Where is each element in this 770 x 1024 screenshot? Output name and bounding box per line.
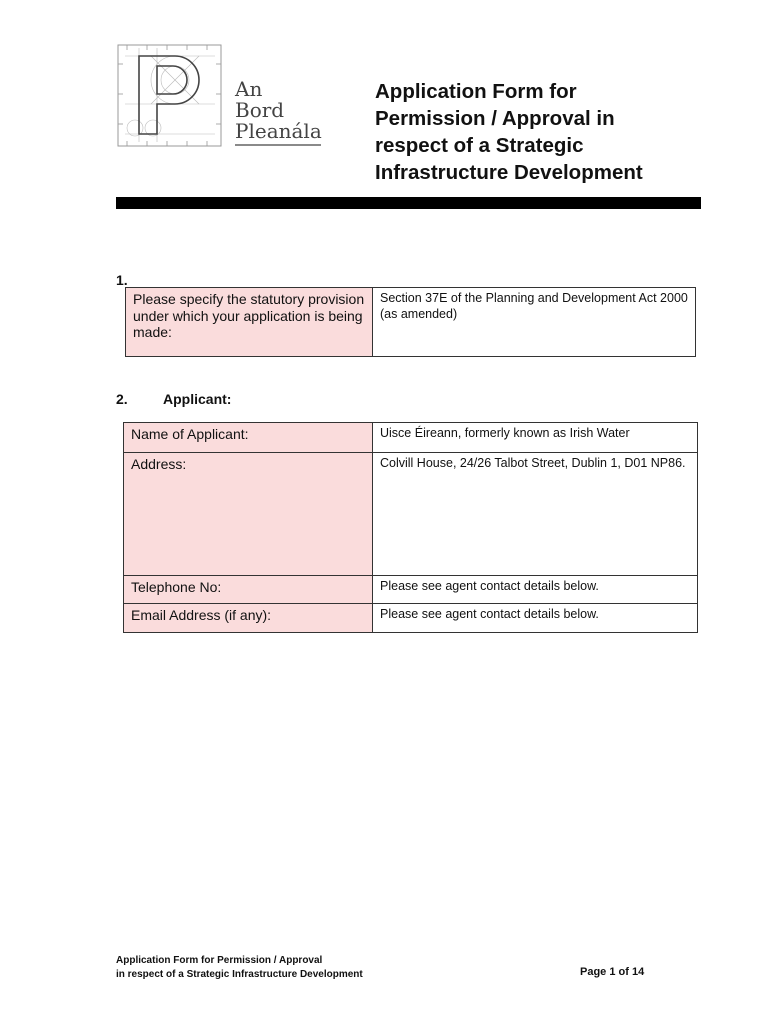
telephone-label: Telephone No: xyxy=(131,579,222,595)
telephone-value: Please see agent contact details below. xyxy=(380,579,599,593)
telephone-label-cell xyxy=(124,576,373,604)
address-label: Address: xyxy=(131,456,187,472)
statutory-provision-value: Section 37E of the Planning and Development Act 2000 (as amended) xyxy=(380,291,688,321)
applicant-table xyxy=(123,422,698,633)
svg-text:Pleanála: Pleanála xyxy=(235,119,322,143)
header-divider xyxy=(116,197,701,209)
address-value-cell[interactable] xyxy=(373,453,698,576)
email-label-cell xyxy=(124,604,373,633)
applicant-name-label-cell xyxy=(124,423,373,453)
section-2-title: Applicant: xyxy=(163,391,232,407)
table-row xyxy=(124,453,698,576)
email-label: Email Address (if any): xyxy=(131,607,272,623)
table-row xyxy=(124,576,698,604)
an-bord-pleanala-logo xyxy=(117,44,327,150)
section-1-number: 1. xyxy=(116,272,128,288)
table-row xyxy=(124,604,698,633)
address-value: Colvill House, 24/26 Talbot Street, Dublin 1, D01 NP86. xyxy=(380,456,686,470)
title-line-2: Permission / Approval in xyxy=(375,107,615,130)
logo-mark-icon xyxy=(117,44,327,150)
statutory-provision-label: Please specify the statutory provision under which your application is being made: xyxy=(133,291,365,340)
email-value-cell[interactable] xyxy=(373,604,698,633)
applicant-name-value: Uisce Éireann, formerly known as Irish Water xyxy=(380,426,630,440)
title-line-4: Infrastructure Development xyxy=(375,161,643,184)
section-2-number: 2. xyxy=(116,391,128,407)
statutory-provision-table xyxy=(125,287,696,357)
page-number: Page 1 of 14 xyxy=(580,966,645,978)
svg-text:Bord: Bord xyxy=(235,98,285,122)
table-row xyxy=(124,423,698,453)
footer-line-2: in respect of a Strategic Infrastructure Development xyxy=(116,968,363,980)
document-title xyxy=(375,78,705,186)
svg-text:An: An xyxy=(235,77,263,101)
address-label-cell xyxy=(124,453,373,576)
telephone-value-cell[interactable] xyxy=(373,576,698,604)
statutory-provision-value-cell[interactable] xyxy=(373,288,696,357)
statutory-provision-label-cell xyxy=(126,288,373,357)
applicant-name-value-cell[interactable] xyxy=(373,423,698,453)
email-value: Please see agent contact details below. xyxy=(380,607,599,621)
title-line-3: respect of a Strategic xyxy=(375,134,584,157)
footer-line-1: Application Form for Permission / Approval xyxy=(116,955,323,966)
footer-title xyxy=(116,954,363,981)
table-row xyxy=(126,288,696,357)
title-line-1: Application Form for xyxy=(375,80,577,103)
applicant-name-label: Name of Applicant: xyxy=(131,426,249,442)
